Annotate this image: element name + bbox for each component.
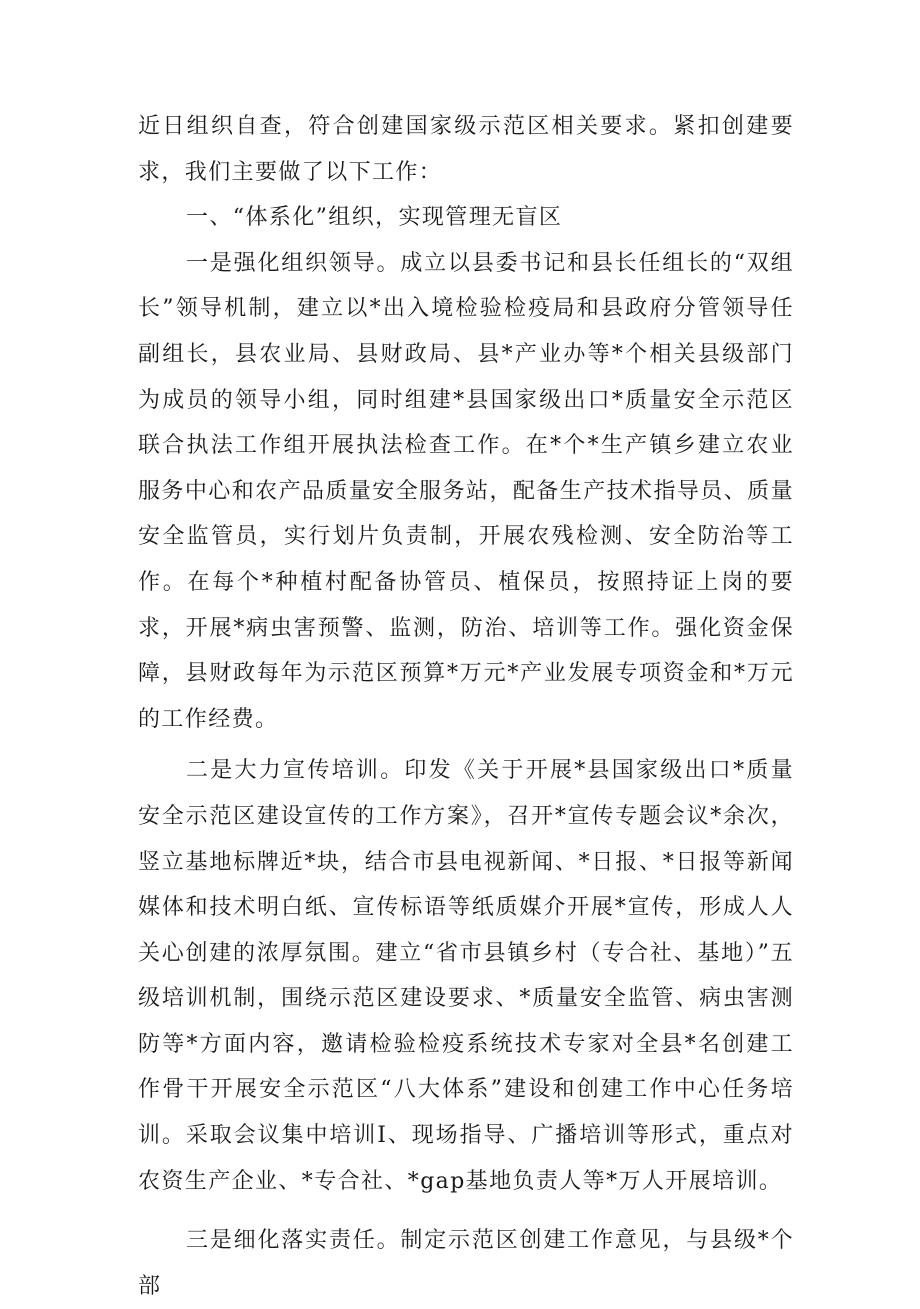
paragraph-training: 二是大力宣传培训。印发《关于开展*县国家级出口*质量安全示范区建设宣传的工作方案》，召开*宣传专题会议*余次，竖立基地标牌近*块，结合市县电视新闻、*日报、*日报等新闻媒体和技术明白纸、宣传标语等纸质媒介开展*宣传，形成人人关心创建的浓厚氛围。建立“省市县镇乡村（专合社、基地）”五级培训机制，围绕示范区建设要求、*质量安全监管、病虫害测防等*方面内容，邀请检验检疫系统技术专家对全县*名创建工作骨干开展安全示范区“八大体系”建设和创建工作中心任务培训。采取会议集中培训I、现场指导、广播培训等形式，重点对农资生产企业、*专合社、*gap基地负责人等*万人开展培训。: [138, 758, 794, 1194]
section-heading: 一、“体系化”组织，实现管理无盲区: [186, 205, 563, 231]
document-body: [138, 104, 794, 1309]
paragraph-responsibility: 三是细化落实责任。制定示范区创建工作意见，与县级*个部: [138, 1228, 794, 1299]
paragraph-intro: 近日组织自查，符合创建国家级示范区相关要求。紧扣创建要求，我们主要做了以下工作：: [138, 114, 794, 185]
paragraph-organization: 一是强化组织领导。成立以县委书记和县长任组长的“双组长”领导机制，建立以*出入境检验检疫局和县政府分管领导任副组长，县农业局、县财政局、县*产业办等*个相关县级部门为成员的领导小组，同时组建*县国家级出口*质量安全示范区联合执法工作组开展执法检查工作。在*个*生产镇乡建立农业服务中心和农产品质量安全服务站，配备生产技术指导员、质量安全监管员，实行划片负责制，开展农残检测、安全防治等工作。在每个*种植村配备协管员、植保员，按照持证上岗的要求，开展*病虫害预警、监测，防治、培训等工作。强化资金保障，县财政每年为示范区预算*万元*产业发展专项资金和*万元的工作经费。: [138, 250, 794, 732]
